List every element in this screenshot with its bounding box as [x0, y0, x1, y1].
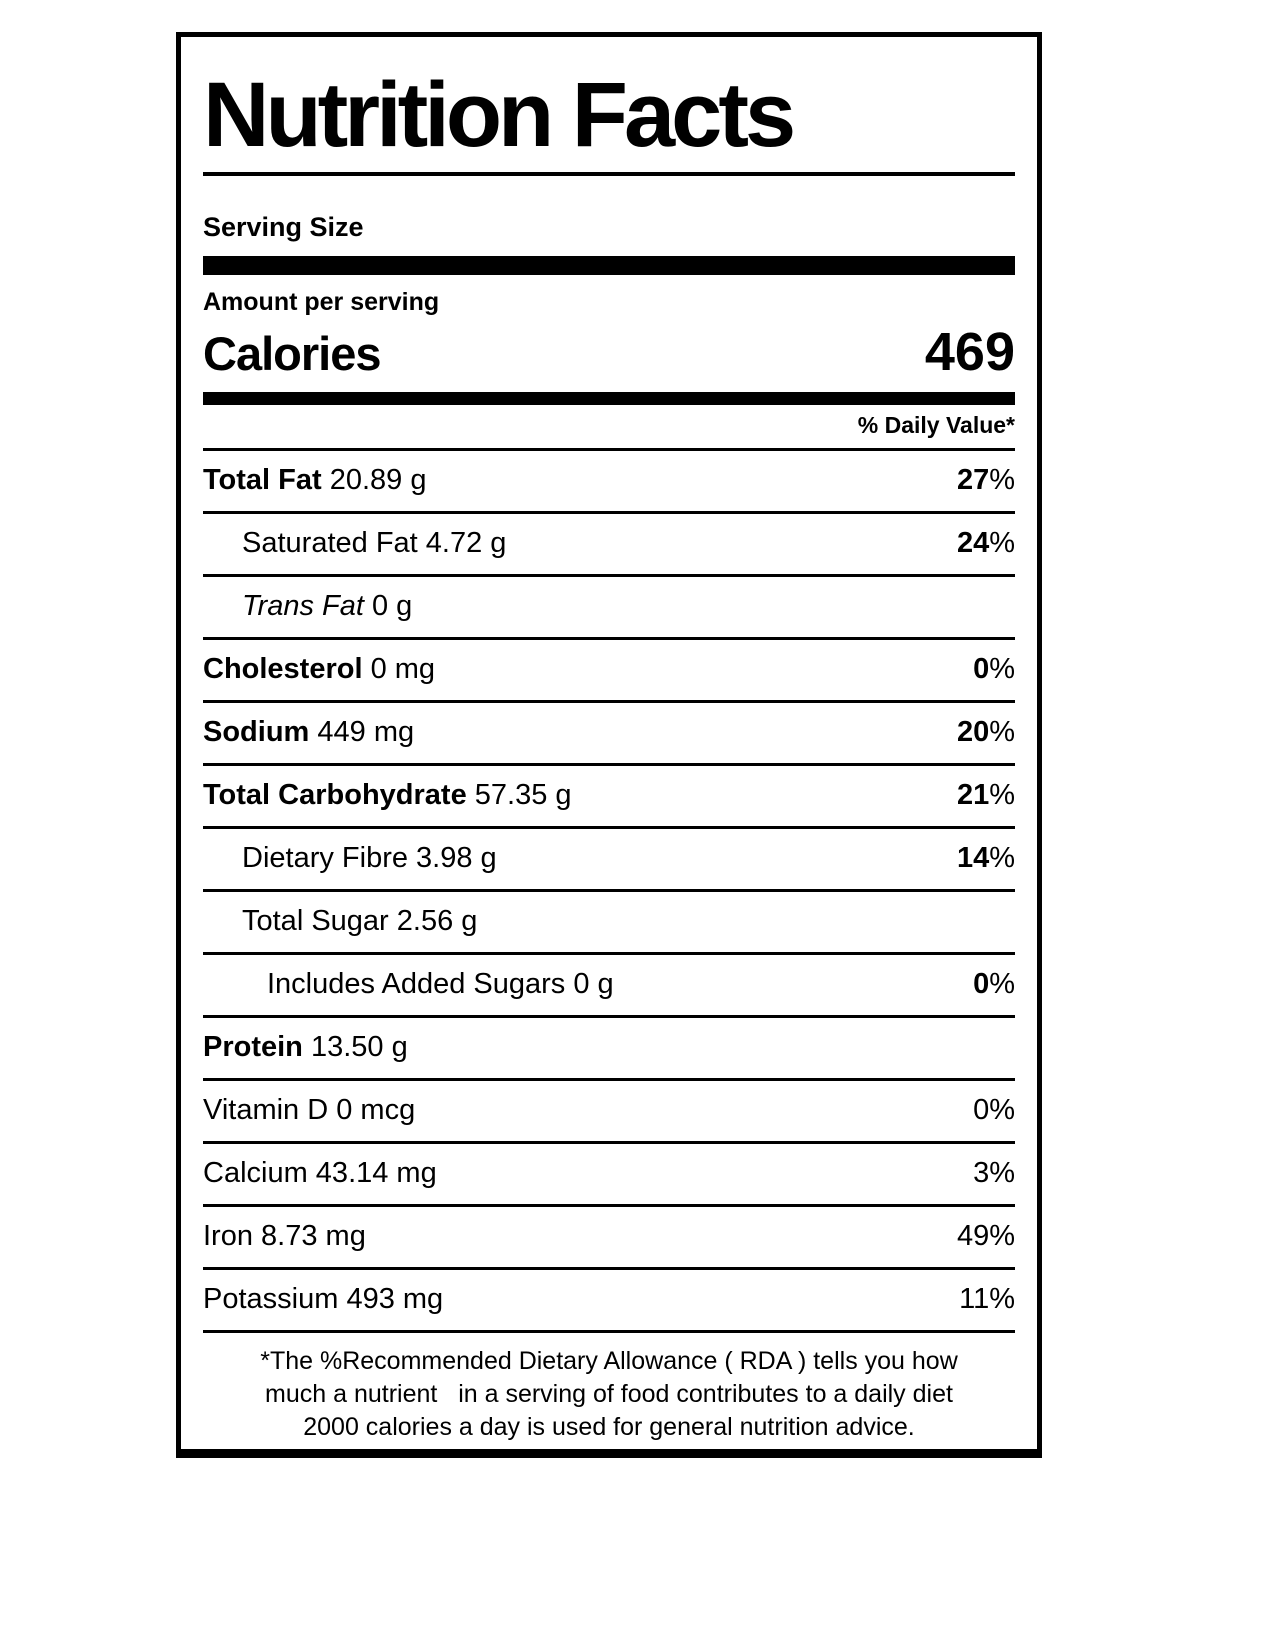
nutrient-label [203, 527, 506, 560]
nutrient-rows [203, 451, 1015, 1333]
nutrient-row [203, 451, 1015, 514]
thick-divider-calories [203, 392, 1015, 405]
nutrient-name: Protein [203, 1031, 303, 1064]
nutrient-daily-value: 49% [956, 1220, 1015, 1253]
calories-value: 469 [924, 321, 1015, 382]
footer-note [203, 1333, 1015, 1445]
calories-row [203, 321, 1015, 383]
nutrition-facts-label [176, 32, 1042, 1458]
nutrient-name: Saturated Fat [242, 527, 418, 560]
daily-value-header: % Daily Value* [203, 405, 1015, 451]
nutrient-name: Sodium [203, 716, 310, 749]
calories-label: Calories [203, 326, 381, 380]
nutrient-daily-value: 0% [973, 968, 1015, 1001]
nutrient-amount: 449 mg [309, 716, 415, 749]
nutrient-daily-value: 27% [956, 464, 1015, 497]
nutrient-row [203, 1144, 1015, 1207]
nutrient-name: Includes Added Sugars [267, 968, 566, 1001]
nutrient-daily-value: 0% [973, 653, 1015, 686]
nutrient-row [203, 1270, 1015, 1333]
nutrient-row [203, 703, 1015, 766]
nutrient-label [203, 968, 614, 1001]
nutrient-amount: 57.35 g [466, 779, 572, 812]
nutrient-daily-value: 0% [973, 1094, 1015, 1127]
nutrient-name: Cholesterol [203, 653, 363, 686]
nutrient-row [203, 577, 1015, 640]
nutrient-row [203, 1081, 1015, 1144]
nutrient-label [203, 905, 477, 938]
nutrient-name: Total Sugar [242, 905, 389, 938]
nutrient-label [203, 716, 414, 749]
nutrient-amount: 43.14 mg [307, 1157, 437, 1190]
nutrient-amount: 0 mg [362, 653, 436, 686]
nutrient-label [203, 1157, 437, 1190]
nutrient-daily-value: 20% [956, 716, 1015, 749]
nutrient-name: Iron [203, 1220, 253, 1253]
nutrient-name: Dietary Fibre [242, 842, 408, 875]
footer-line: *The %Recommended Dietary Allowance ( RDA ) tells you how [260, 1346, 958, 1375]
nutrient-label [203, 1220, 366, 1253]
nutrient-amount: 0 mcg [328, 1094, 416, 1127]
nutrient-daily-value: 21% [956, 779, 1015, 812]
label-title: Nutrition Facts [203, 64, 793, 166]
nutrient-amount: 20.89 g [321, 464, 427, 497]
nutrient-row [203, 955, 1015, 1018]
nutrient-name: Total Carbohydrate [203, 779, 467, 812]
nutrient-name: Potassium [203, 1283, 339, 1316]
nutrient-name: Calcium [203, 1157, 308, 1190]
nutrient-amount: 0 g [363, 590, 413, 623]
title-divider [203, 172, 1015, 176]
nutrient-daily-value: 11% [959, 1283, 1015, 1316]
nutrient-label [203, 1094, 415, 1127]
nutrient-row [203, 1207, 1015, 1270]
nutrient-label [203, 464, 427, 497]
nutrient-daily-value: 3% [973, 1157, 1015, 1190]
nutrient-row [203, 1018, 1015, 1081]
nutrient-name: Total Fat [203, 464, 322, 497]
nutrient-amount: 4.72 g [417, 527, 507, 560]
thick-divider-top [203, 256, 1015, 275]
nutrient-label [203, 653, 435, 686]
footer-line: much a nutrient in a serving of food contributes to a daily diet [265, 1379, 953, 1408]
nutrient-amount: 493 mg [338, 1283, 444, 1316]
nutrient-row [203, 766, 1015, 829]
nutrient-daily-value: 14% [956, 842, 1015, 875]
nutrient-label [203, 842, 497, 875]
nutrient-amount: 3.98 g [408, 842, 497, 875]
nutrient-row [203, 892, 1015, 955]
amount-per-serving-label: Amount per serving [203, 287, 440, 316]
footer-line: 2000 calories a day is used for general nutrition advice. [303, 1413, 915, 1442]
nutrient-name: Vitamin D [203, 1094, 329, 1127]
nutrient-row [203, 829, 1015, 892]
nutrient-name: Trans Fat [242, 590, 364, 623]
nutrient-row [203, 514, 1015, 577]
nutrient-label [203, 590, 412, 623]
nutrient-amount: 2.56 g [388, 905, 478, 938]
nutrient-label [203, 779, 572, 812]
nutrient-row [203, 640, 1015, 703]
nutrient-amount: 13.50 g [302, 1031, 408, 1064]
nutrient-label [203, 1283, 443, 1316]
serving-size-label: Serving Size [203, 211, 364, 242]
nutrient-daily-value: 24% [956, 527, 1015, 560]
nutrient-amount: 0 g [565, 968, 614, 1001]
nutrient-amount: 8.73 mg [252, 1220, 366, 1253]
nutrient-label [203, 1031, 408, 1064]
